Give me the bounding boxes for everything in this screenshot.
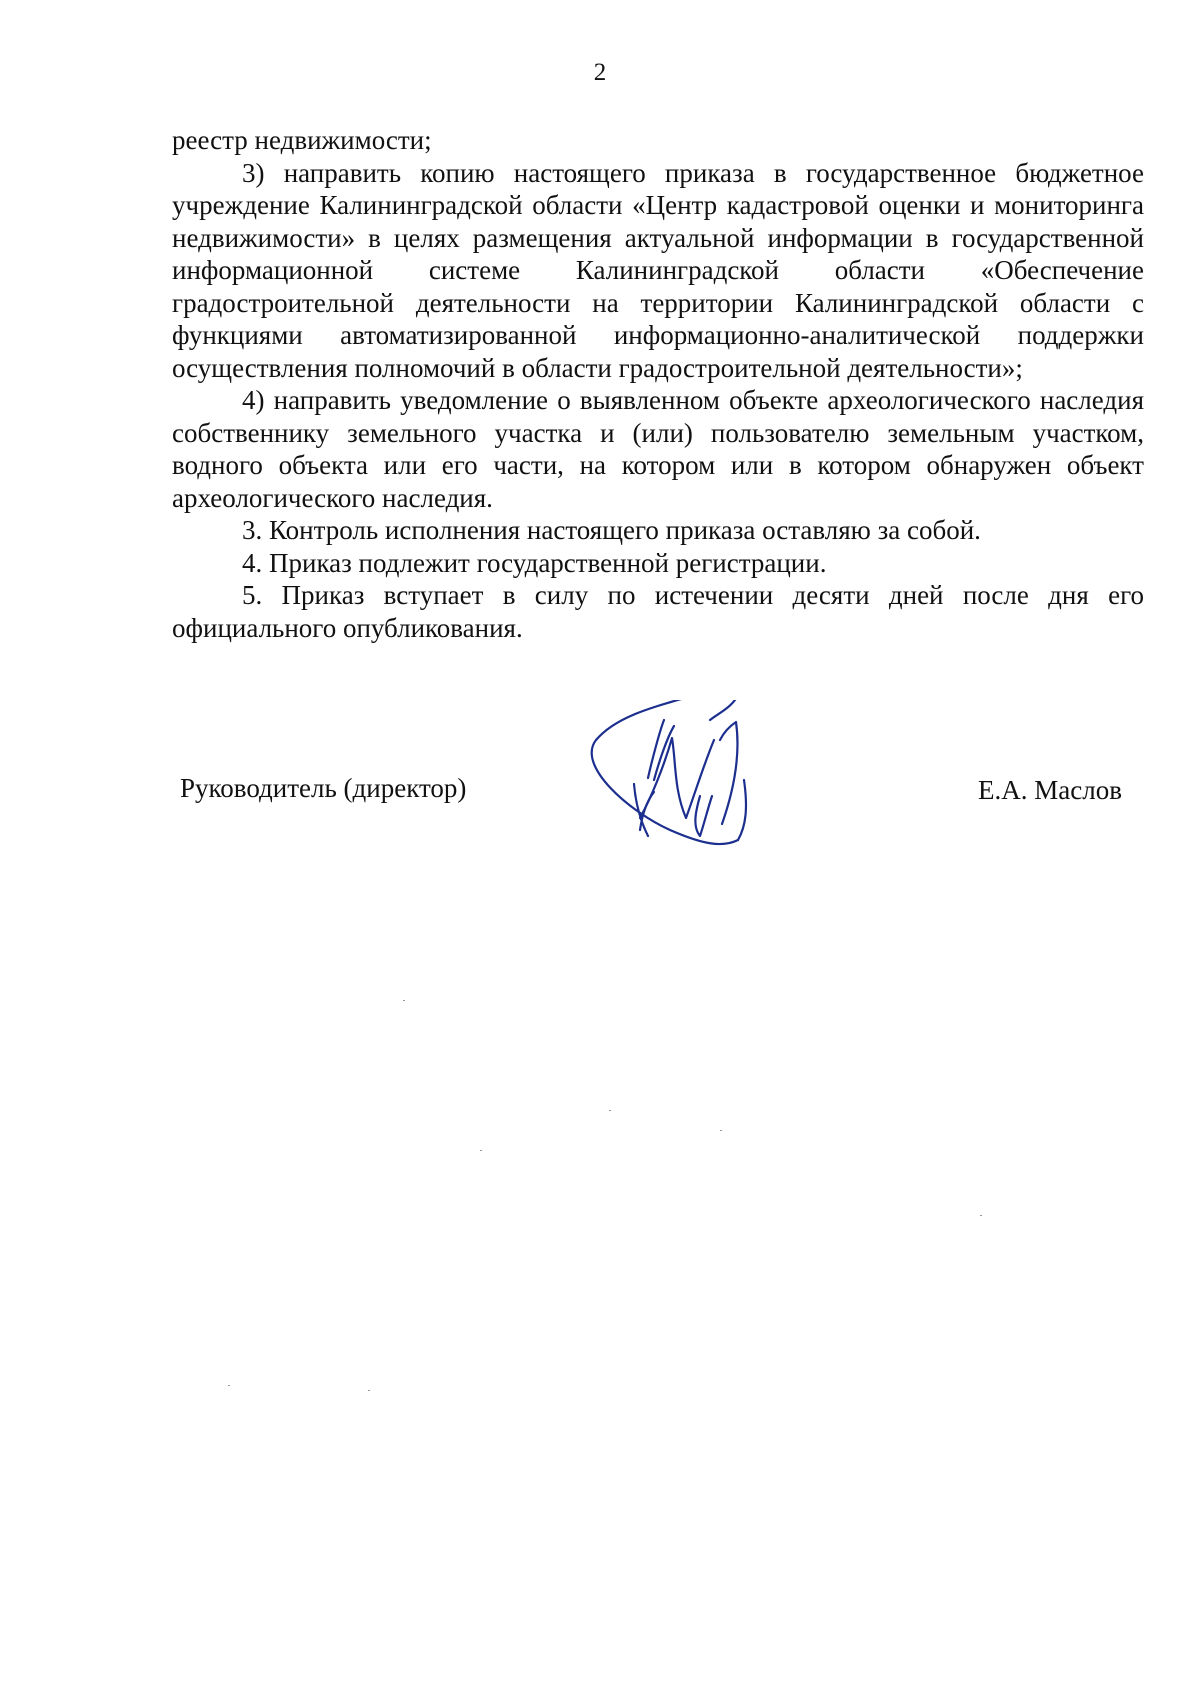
paragraph-clause-4-registration: 4. Приказ подлежит государственной регистрации. (242, 547, 827, 578)
paragraph-clause-3-control: 3. Контроль исполнения настоящего приказа оставляю за собой. (242, 515, 981, 545)
document-body (172, 124, 1144, 644)
paragraph-registry-end: реестр недвижимости; (172, 125, 432, 155)
scan-speck (720, 1130, 722, 1131)
scan-speck (228, 1385, 230, 1386)
scan-speck (403, 1000, 405, 1001)
paragraph-item-3-send-copy: 3) направить копию настоящего приказа в государственное бюджетное учреждение Калининградской области «Центр кадастровой оценки и мониторинга недвижимости» в целях размещения актуальной информации в государственной информационной системе Калининградской области «Обеспечение градостроительной деятельности на территории Калининградской области с функциями автоматизированной информационно-аналитической поддержки осуществления полномочий в области градостроительной деятельности»; (172, 157, 1144, 383)
handwritten-signature (590, 700, 860, 890)
signature-block (0, 700, 1200, 900)
paragraph-item-4-notify-owner: 4) направить уведомление о выявленном объекте археологического наследия собственнику земельного участка и (или) пользователю земельным участком, водного объекта или его части, на котором или в котором обнаружен объект археологического наследия. (172, 385, 1144, 513)
scan-speck (609, 1110, 611, 1111)
scan-speck (980, 1215, 982, 1216)
signer-title: Руководитель (директор) (180, 773, 467, 803)
signer-name: Е.А. Маслов (978, 775, 1122, 805)
page-number: 2 (593, 59, 607, 86)
paragraph-clause-5-effective-date: 5. Приказ вступает в силу по истечении десяти дней после дня его официального опубликования. (172, 580, 1144, 643)
scan-speck (368, 1390, 370, 1391)
scan-speck (480, 1150, 482, 1151)
